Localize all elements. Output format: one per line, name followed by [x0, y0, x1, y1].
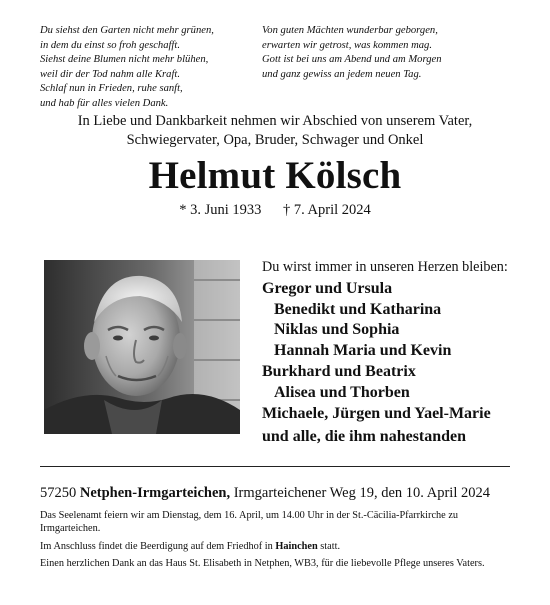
life-dates [0, 201, 550, 219]
poem-line: weil dir der Tod nahm alle Kraft. [40, 68, 180, 80]
divider-line [40, 466, 510, 467]
poem-line: erwarten wir getrost, was kommen mag. [262, 39, 432, 51]
mourner-line: und alle, die ihm nahestanden [262, 427, 467, 445]
address-street-date: Irmgarteichener Weg 19, den 10. April 2024 [233, 485, 490, 501]
mourners-list [262, 258, 508, 447]
mourners-lead: Du wirst immer in unseren Herzen bleiben: [262, 259, 508, 275]
mourner-line: Benedikt und Katharina [274, 300, 442, 318]
thanks-note: Einen herzlichen Dank an das Haus St. Elisabeth in Netphen, WB3, für die liebevolle Pflege unseres Vaters. [40, 558, 485, 570]
portrait-photo [44, 260, 240, 434]
mourner-line: Hannah Maria und Kevin [274, 341, 452, 359]
poem-left [40, 24, 214, 111]
poem-line: und ganz gewiss an jedem neuen Tag. [262, 68, 422, 80]
poem-right [262, 24, 442, 82]
intro-line: In Liebe und Dankbarkeit nehmen wir Abschied von unserem Vater, [77, 113, 473, 129]
poem-line: und hab für alles vielen Dank. [40, 97, 169, 109]
address-postcode: 57250 [40, 485, 77, 501]
burial-note-post: statt. [320, 540, 341, 552]
poem-line: Gott ist bei uns am Abend und am Morgen [262, 54, 442, 65]
mourner-line: Niklas und Sophia [274, 321, 400, 338]
poem-line: Siehst deine Blumen nicht mehr blühen, [40, 54, 209, 65]
mourner-line: Gregor und Ursula [262, 280, 393, 297]
address-town: Netphen-Irmgarteichen, [79, 485, 231, 501]
burial-note [40, 540, 516, 553]
burial-place: Hainchen [275, 540, 318, 552]
address-line [40, 484, 490, 502]
birth-date: * 3. Juni 1933 [179, 202, 262, 218]
service-note: Das Seelenamt feiern wir am Dienstag, dem 16. April, um 14.00 Uhr in der St.-Cäcilia-Pfarrkirche zu Irmgarteichen. [40, 510, 459, 535]
poem-line: in dem du einst so froh geschafft. [40, 39, 180, 51]
mourner-line: Michaele, Jürgen und Yael-Marie [262, 405, 491, 422]
death-date: † 7. April 2024 [282, 202, 371, 218]
mourner-line: Alisea und Thorben [274, 383, 410, 401]
service-notes [40, 509, 516, 575]
poem-line: Von guten Mächten wunderbar geborgen, [262, 25, 438, 36]
mourner-line: Burkhard und Beatrix [262, 363, 416, 380]
burial-note-pre: Im Anschluss findet die Beerdigung auf dem Friedhof in [40, 540, 273, 552]
poem-line: Du siehst den Garten nicht mehr grünen, [40, 25, 214, 36]
poem-line: Schlaf nun in Frieden, ruhe sanft, [40, 83, 183, 94]
intro-text [0, 112, 550, 149]
deceased-name: Helmut Kölsch [148, 154, 402, 197]
intro-line: Schwiegervater, Opa, Bruder, Schwager und Onkel [126, 131, 424, 148]
